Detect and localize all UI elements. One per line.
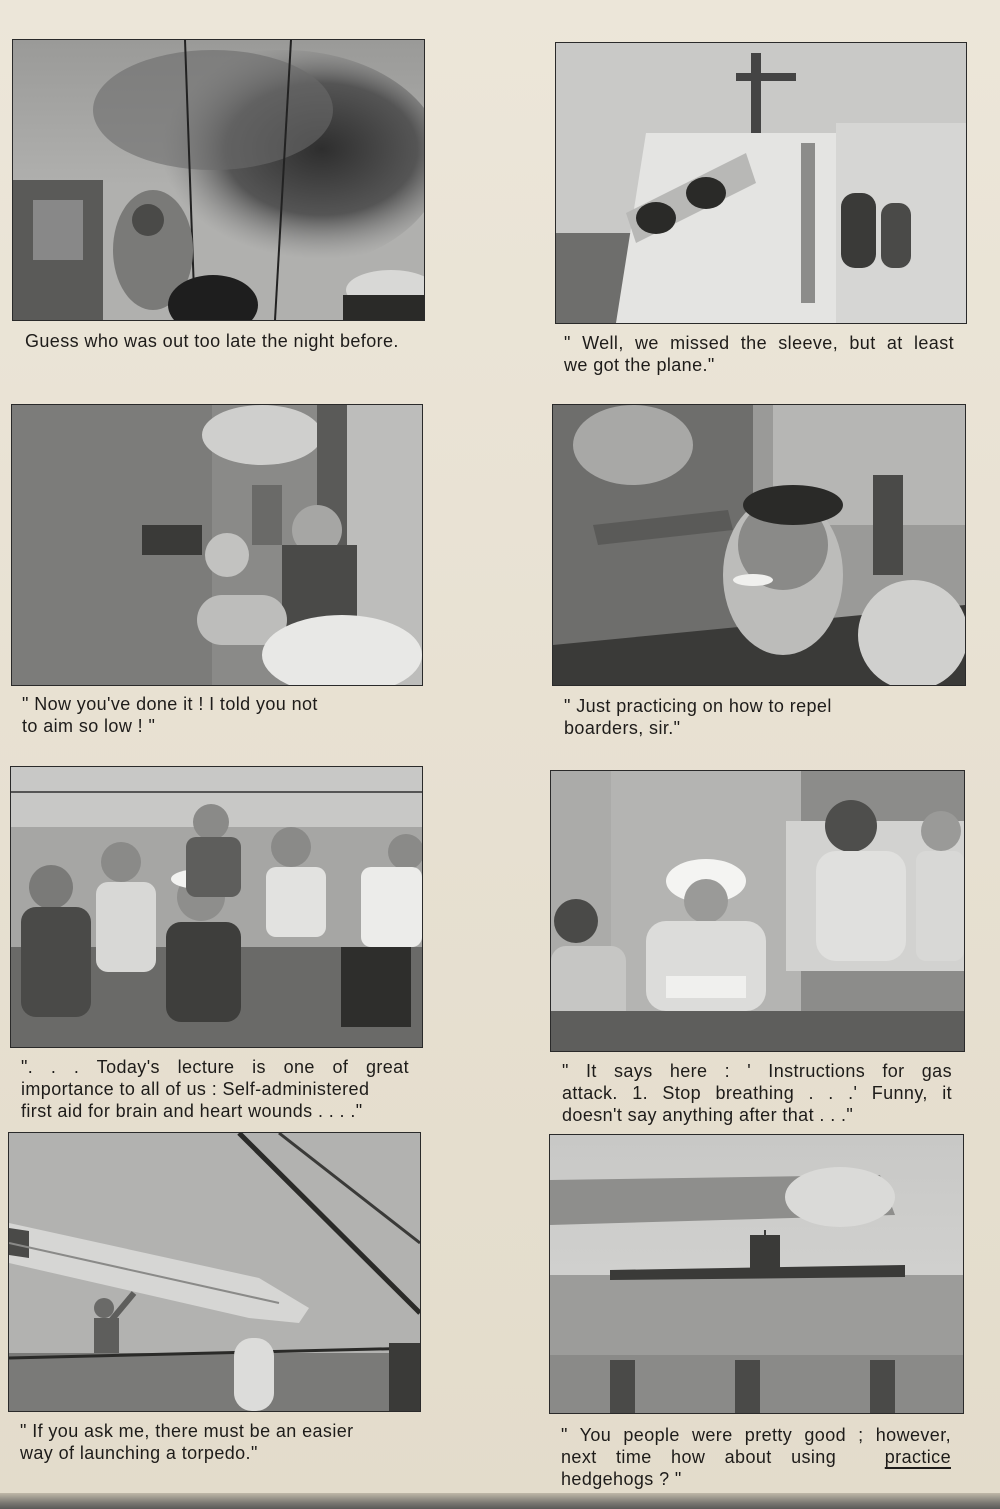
torpedo-launch-photo — [9, 1133, 420, 1411]
caption-line: hedgehogs ? " — [561, 1469, 682, 1489]
caption-line: boarders, sir." — [564, 718, 681, 738]
panel-6-caption — [562, 1060, 952, 1082]
caption-line: " It says here : ' Instructions for gas — [562, 1061, 952, 1081]
caption-line: importance to all of us : Self-administered — [21, 1079, 370, 1099]
sailor-reading-photo — [551, 771, 964, 1051]
panel-6-caption-cont — [562, 1082, 952, 1104]
caption-line: " Just practicing on how to repel — [564, 696, 832, 716]
caption-line: " Well, we missed the sleeve, but at least — [564, 333, 954, 353]
caption-line: " Now you've done it ! I told you not — [22, 694, 318, 714]
caption-line: we got the plane." — [564, 355, 715, 375]
underlined-word: practice — [884, 1447, 951, 1467]
page-bottom-edge — [0, 1493, 1000, 1509]
caption-line: attack. 1. Stop breathing . . .' Funny, it — [562, 1083, 952, 1103]
sailors-lecture-photo — [11, 767, 422, 1047]
caption-line: to aim so low ! " — [22, 716, 156, 736]
caption-line: " You people were pretty good ; however, — [561, 1425, 951, 1445]
caption-line: ". . . Today's lecture is one of great — [21, 1057, 409, 1077]
panel-7-caption — [20, 1420, 420, 1464]
caption-line: first aid for brain and heart wounds . . . ." — [21, 1101, 363, 1121]
gun-crew-firing-photo — [13, 40, 424, 320]
panel-6-caption-end — [562, 1104, 952, 1126]
smiling-sailor-photo — [553, 405, 965, 685]
panel-2-caption-cont — [564, 354, 954, 376]
caption-line: Guess who was out too late the night before. — [25, 331, 399, 351]
panel-8-caption — [561, 1424, 951, 1446]
panel-2-caption — [564, 332, 954, 354]
panel-5-caption — [21, 1056, 409, 1078]
gun-turret-photo — [556, 43, 966, 323]
panel-8-caption-end — [561, 1468, 951, 1490]
panel-5-caption-cont — [21, 1078, 409, 1122]
depth-charge-crew-photo — [12, 405, 422, 685]
caption-line: way of launching a torpedo." — [20, 1443, 258, 1463]
caption-line: " If you ask me, there must be an easier — [20, 1421, 354, 1441]
panel-1-caption — [25, 330, 470, 352]
panel-8-caption-cont — [561, 1446, 951, 1468]
caption-line: doesn't say anything after that . . ." — [562, 1105, 854, 1125]
panel-4-caption — [564, 695, 954, 739]
caption-line: next time how about using — [561, 1447, 837, 1467]
submarine-photo — [550, 1135, 963, 1413]
panel-3-caption — [22, 693, 422, 737]
